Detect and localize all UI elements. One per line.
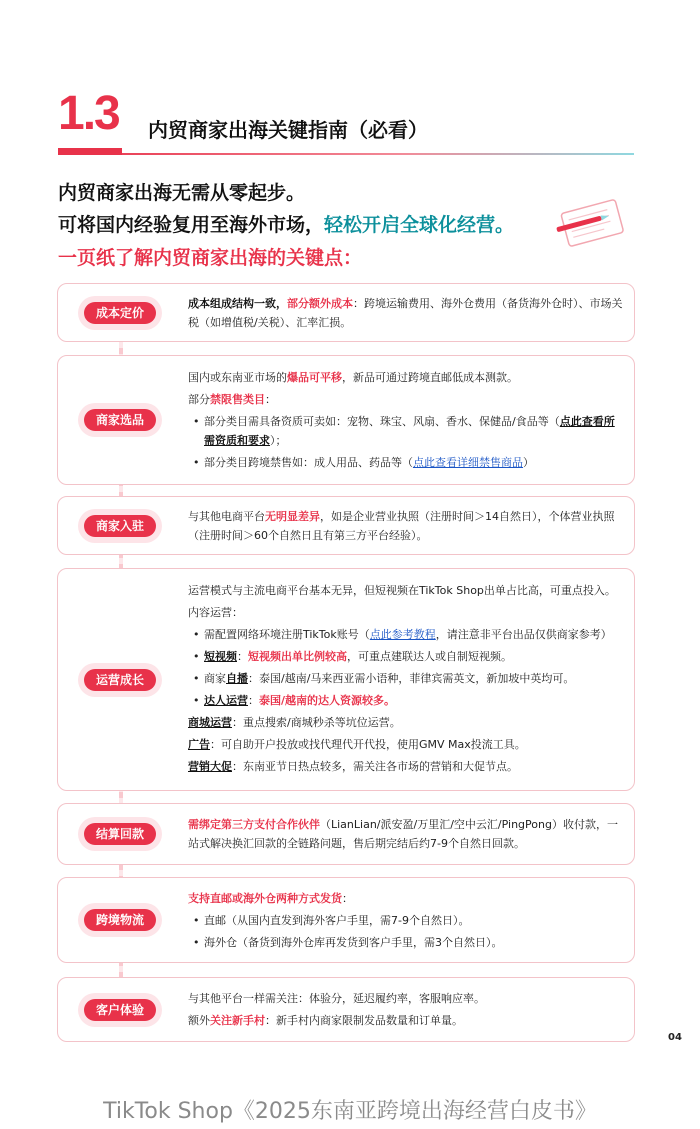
card-product-selection xyxy=(57,355,635,485)
qualification-link[interactable]: 点此查看所需资质和要求 xyxy=(204,415,615,447)
card-onboarding-text xyxy=(188,507,624,545)
text: 需配置网络环境注册TikTok账号（ xyxy=(204,628,370,641)
text: 内容运营： xyxy=(188,606,243,619)
card-cost-pricing xyxy=(57,283,635,342)
text: 广告 xyxy=(188,738,210,751)
text: 自播 xyxy=(226,672,248,685)
text: 爆品可平移 xyxy=(287,371,342,384)
text: 部分额外成本 xyxy=(287,297,353,310)
text: 部分类目需具备资质可卖如：宠物、珠宝、风扇、香水、保健品/食品等（ xyxy=(204,415,560,428)
card-customer-experience xyxy=(57,977,635,1042)
section-title: 内贸商家出海关键指南（必看） xyxy=(148,118,428,142)
text: 需绑定第三方支付合作伙伴 xyxy=(188,818,320,831)
card-logistics xyxy=(57,877,635,963)
section-divider xyxy=(58,153,634,155)
tutorial-link[interactable]: 点此参考教程 xyxy=(369,628,436,641)
text: ：可自助开户投放或找代理代开代投，使用GMV Max投流工具。 xyxy=(210,738,526,751)
section-divider-accent xyxy=(58,148,122,155)
text: 部分 xyxy=(188,393,210,406)
card-operations-text xyxy=(188,581,624,776)
text: 商家 xyxy=(204,672,226,685)
text: ： xyxy=(237,650,248,663)
text: ，可重点建联达人或自制短视频。 xyxy=(347,650,512,663)
text: ）； xyxy=(270,434,287,447)
text: 禁限售类目 xyxy=(210,393,265,406)
prohibited-items-link[interactable]: 点此查看详细禁售商品 xyxy=(413,456,523,469)
card-operations-growth xyxy=(57,568,635,791)
text: （LianLian/派安盈/万里汇/空中云汇/PingPong）收付款，一站式解决换汇回款的全链路问题，售后期完结后约7-9个自然日回款。 xyxy=(188,818,618,850)
text: ） xyxy=(523,456,534,469)
intro-line-1: 内贸商家出海无需从零起步。 xyxy=(58,182,306,204)
label-merchant-onboarding: 商家入驻 xyxy=(84,515,156,537)
card-merchant-onboarding xyxy=(57,496,635,555)
text: 与其他平台一样需关注：体验分，延迟履约率，客服响应率。 xyxy=(188,992,485,1005)
text: ：新手村内商家限制发品数量和订单量。 xyxy=(265,1014,463,1027)
text: 短视频出单比例较高 xyxy=(248,650,347,663)
text: 关注新手村 xyxy=(210,1014,265,1027)
card-cx-text xyxy=(188,989,624,1030)
text: 与其他电商平台 xyxy=(188,510,265,523)
text: 营销大促 xyxy=(188,760,232,773)
text: 支持直邮或海外仓两种方式发货 xyxy=(188,892,342,905)
text: ： xyxy=(265,393,276,406)
label-operations-growth: 运营成长 xyxy=(84,669,156,691)
text: ： xyxy=(342,892,353,905)
text: • 直邮（从国内直发到海外客户手里，需7-9个自然日）。 xyxy=(188,911,624,930)
text: 泰国/越南的达人资源较多。 xyxy=(259,694,396,707)
text: 成本组成结构一致， xyxy=(188,297,287,310)
card-selection-text xyxy=(188,368,624,472)
text: 无明显差异 xyxy=(265,510,320,523)
text: • 海外仓（备货到海外仓库再发货到客户手里，需3个自然日）。 xyxy=(188,933,624,952)
intro-line-3: 一页纸了解内贸商家出海的关键点： xyxy=(58,247,363,269)
text: ，请注意非平台出品仅供商家参考） xyxy=(435,628,612,641)
text: 额外 xyxy=(188,1014,210,1027)
text: ：东南亚节日热点较多，需关注各市场的营销和大促节点。 xyxy=(232,760,518,773)
text: ：泰国/越南/马来西亚需小语种，菲律宾需英文，新加坡中英均可。 xyxy=(248,672,575,685)
intro-line-2a: 可将国内经验复用至海外市场， xyxy=(58,214,325,236)
text: ，新品可通过跨境直邮低成本测款。 xyxy=(342,371,518,384)
text: 运营模式与主流电商平台基本无异，但短视频在TikTok Shop出单占比高，可重点投入。 xyxy=(188,584,616,597)
text: 商城运营 xyxy=(188,716,232,729)
card-cost-text xyxy=(188,294,624,332)
label-product-selection: 商家选品 xyxy=(84,409,156,431)
intro-line-2 xyxy=(58,210,514,237)
text: ：重点搜索/商城秒杀等坑位运营。 xyxy=(232,716,401,729)
text: 达人运营 xyxy=(204,694,248,707)
label-logistics: 跨境物流 xyxy=(84,909,156,931)
card-settlement xyxy=(57,803,635,865)
text: ：跨境运输费用、海外仓费用（备货海外仓时）、市场关税（如增值税/关税）、汇率汇损。 xyxy=(188,297,623,329)
section-number: 1.3 xyxy=(58,87,119,140)
intro-highlight: 轻松开启全球化经营。 xyxy=(324,214,515,236)
card-logistics-text xyxy=(188,889,624,952)
text: ，如是企业营业执照（注册时间＞14自然日），个体营业执照（注册时间＞60个自然日且有第三方平台经验）。 xyxy=(188,510,615,542)
page-number: 04 xyxy=(668,1032,682,1043)
card-settlement-text xyxy=(188,815,624,853)
label-customer-experience: 客户体验 xyxy=(84,999,156,1021)
text: 短视频 xyxy=(204,650,237,663)
text: 国内或东南亚市场的 xyxy=(188,371,287,384)
text: ： xyxy=(248,694,259,707)
footer-caption: TikTok Shop《2025东南亚跨境出海经营白皮书》 xyxy=(103,1099,597,1124)
label-cost-pricing: 成本定价 xyxy=(84,302,156,324)
notebook-pen-illustration xyxy=(552,192,632,252)
label-settlement: 结算回款 xyxy=(84,823,156,845)
text: 部分类目跨境禁售如：成人用品、药品等（ xyxy=(204,456,413,469)
